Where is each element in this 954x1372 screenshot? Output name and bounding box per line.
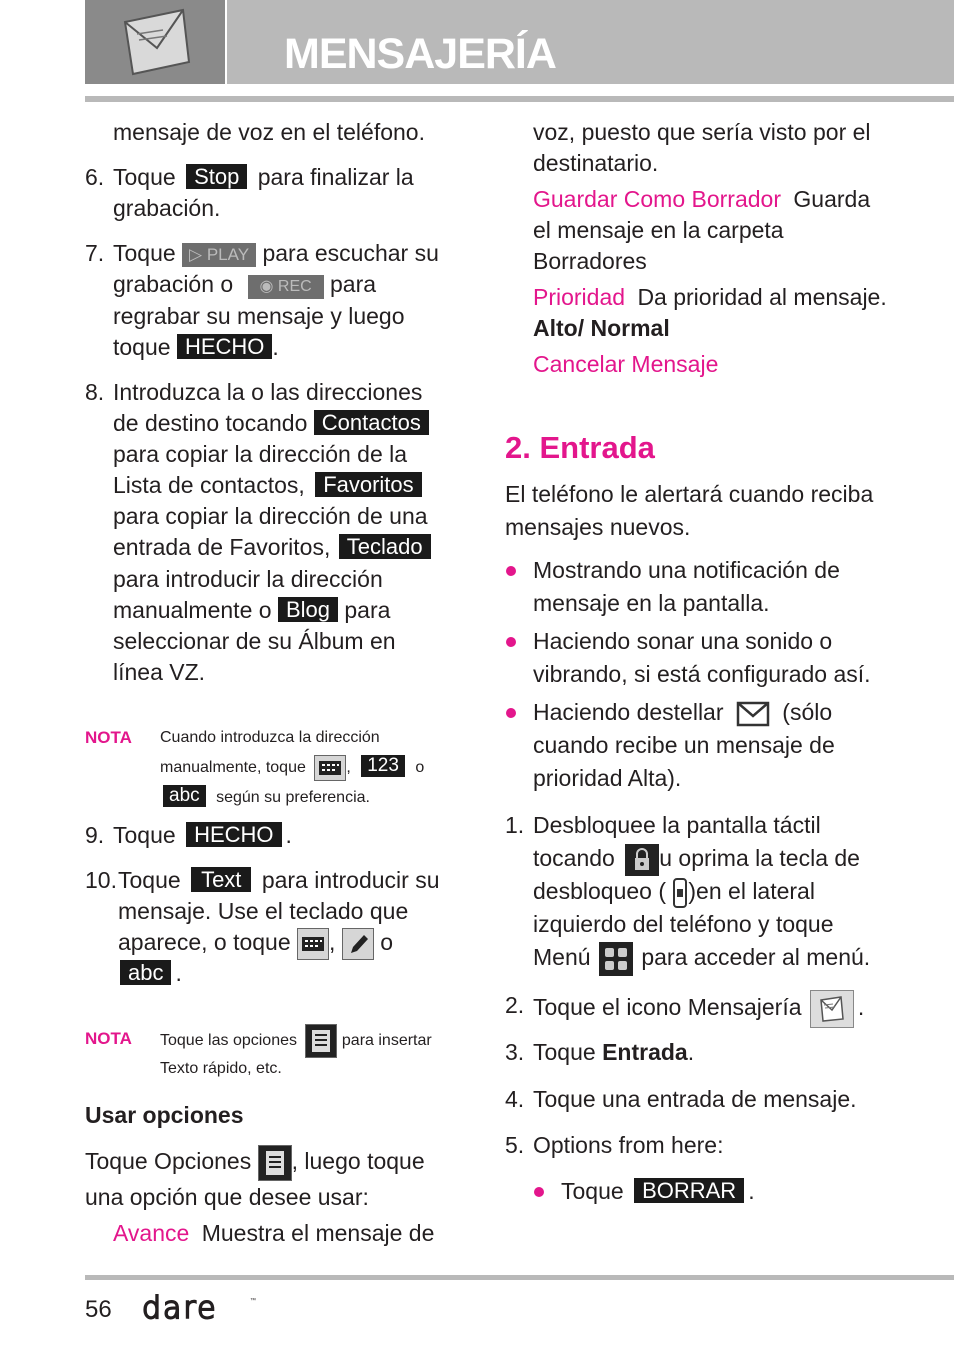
text-line: Mostrando una notificación de	[533, 557, 840, 583]
text-line: Haciendo sonar una sonido o	[533, 628, 833, 654]
bullet	[506, 637, 516, 647]
text: .	[857, 994, 865, 1021]
text-line: regrabar su mensaje y luego	[113, 303, 405, 329]
mail-icon	[736, 700, 770, 728]
text: toque	[113, 334, 171, 360]
step-number: 4.	[505, 1086, 525, 1112]
hecho-button[interactable]: HECHO	[177, 334, 272, 359]
text-line: para copiar la dirección de la	[113, 441, 408, 467]
pencil-icon[interactable]	[342, 928, 374, 960]
text: .	[272, 334, 279, 360]
text-line: mensaje. Use el teclado que	[118, 898, 409, 924]
blog-button[interactable]: Blog	[278, 597, 338, 622]
text: para	[329, 271, 377, 297]
section-heading: 2. Entrada	[505, 430, 655, 465]
text: u oprima la tecla de	[659, 845, 860, 871]
brand-text: dare	[142, 1294, 218, 1324]
text-line: Desbloquee la pantalla táctil	[533, 812, 821, 838]
text: grabación o	[113, 271, 234, 297]
play-label: PLAY	[206, 245, 250, 264]
text: Da prioridad al mensaje.	[637, 284, 887, 310]
text: para insertar	[341, 1032, 432, 1050]
text-line: El teléfono le alertará cuando reciba	[505, 481, 874, 507]
envelope-icon	[85, 0, 225, 84]
r-step-1-line3	[533, 876, 815, 909]
r-step-1-line2	[533, 843, 860, 876]
text: .	[175, 960, 182, 986]
text-line: grabación.	[113, 195, 221, 221]
prioridad-line	[533, 282, 887, 313]
prioridad-option[interactable]: Prioridad	[533, 284, 626, 310]
text-line: izquierdo del teléfono y toque	[533, 911, 834, 937]
text: )en el lateral	[688, 878, 815, 904]
bullet	[534, 1187, 544, 1197]
step-6	[113, 162, 414, 193]
step-10-line3	[118, 927, 393, 960]
header-icon-box	[85, 0, 225, 84]
rec-label: REC	[277, 278, 312, 295]
text-line: Borradores	[533, 248, 647, 274]
text: Guarda	[793, 186, 871, 212]
text-line: el mensaje en la carpeta	[533, 217, 784, 243]
favoritos-button[interactable]: Favoritos	[315, 472, 421, 497]
note-line: Texto rápido, etc.	[160, 1060, 282, 1077]
step-8-line4	[113, 470, 422, 501]
text: Toque Opciones	[85, 1148, 252, 1175]
svg-text:™: ™	[250, 1298, 256, 1304]
step-number: 8.	[85, 379, 105, 405]
text-line: Alto/ Normal	[533, 315, 670, 341]
123-button[interactable]: 123	[361, 755, 405, 777]
step-number: 7.	[85, 240, 105, 266]
rec-button[interactable]: ◉ REC	[248, 275, 324, 299]
step-number: 6.	[85, 164, 105, 190]
text: o	[380, 929, 393, 955]
options-icon[interactable]	[258, 1145, 292, 1181]
usar-line1	[85, 1145, 425, 1181]
nota-label: NOTA	[85, 728, 132, 747]
header-rule	[85, 96, 954, 102]
messaging-icon[interactable]	[810, 990, 854, 1028]
text: Toque	[561, 1178, 624, 1204]
teclado-button[interactable]: Teclado	[339, 534, 431, 559]
step-number: 2.	[505, 992, 525, 1018]
lock-icon[interactable]	[625, 844, 659, 876]
page-number: 56	[85, 1296, 112, 1323]
page-title: MENSAJERÍA	[284, 30, 556, 78]
text: Toque	[113, 164, 176, 190]
footer-rule	[85, 1275, 954, 1280]
keypad-icon[interactable]	[297, 928, 329, 960]
step-number: 1.	[505, 812, 525, 838]
step-7-line2	[113, 269, 376, 300]
step-8-line6	[113, 532, 431, 563]
text-line: mensaje en la pantalla.	[533, 590, 770, 616]
text: según su preferencia.	[216, 789, 370, 806]
bullet	[506, 708, 516, 718]
note-line	[160, 1024, 432, 1058]
stop-button[interactable]: Stop	[186, 164, 247, 189]
text: para escuchar su	[262, 240, 439, 266]
text-line: destinatario.	[533, 150, 659, 176]
text-line: cuando recibe un mensaje de	[533, 732, 835, 758]
text: Toque el icono Mensajería	[533, 994, 802, 1021]
step-number: 3.	[505, 1039, 525, 1065]
step-7-line4	[113, 332, 279, 363]
r-step-3	[533, 1037, 694, 1068]
text: para	[344, 597, 391, 623]
bullet-3-line1	[533, 697, 832, 728]
text: aparece, o toque	[118, 929, 291, 955]
nota-label: NOTA	[85, 1029, 132, 1048]
text: Toque	[113, 240, 176, 266]
text-line: voz, puesto que sería visto por el	[533, 119, 871, 145]
text-line: Toque una entrada de mensaje.	[533, 1086, 857, 1112]
options-icon[interactable]	[305, 1024, 337, 1058]
unlock-key-icon[interactable]	[672, 877, 688, 909]
text: .	[687, 1039, 695, 1065]
text: , luego toque	[291, 1148, 425, 1175]
play-button[interactable]: ▷ PLAY	[182, 243, 256, 267]
text-line: para copiar la dirección de una	[113, 503, 428, 529]
abc-button[interactable]: abc	[163, 785, 206, 807]
text: manualmente, toque	[160, 759, 306, 776]
note-line	[160, 753, 424, 783]
text: Entrada	[602, 1039, 688, 1065]
keypad-icon[interactable]	[314, 755, 346, 781]
step-number: 9.	[85, 822, 105, 848]
step-number: 5.	[505, 1132, 525, 1158]
note-line: Cuando introduzca la dirección	[160, 729, 380, 746]
step-7	[113, 238, 439, 269]
text: Muestra el mensaje de	[201, 1220, 435, 1246]
text-line: prioridad Alta).	[533, 765, 682, 791]
text: Toque las opciones	[160, 1032, 297, 1050]
text: para acceder al menú.	[641, 944, 871, 971]
step-10-line4	[120, 958, 182, 989]
text-line: Options from here:	[533, 1132, 724, 1158]
text-line: una opción que desee usar:	[85, 1184, 369, 1210]
guardar-line	[533, 184, 870, 215]
text-button[interactable]: Text	[191, 867, 251, 892]
step-8-line8	[113, 595, 390, 626]
step-9	[113, 820, 292, 851]
text-line: vibrando, si está configurado así.	[533, 661, 871, 687]
note-line	[163, 783, 370, 813]
brand-logo	[142, 1294, 262, 1324]
text: Haciendo destellar	[533, 699, 724, 725]
text-line: Introduzca la o las direcciones	[113, 379, 423, 405]
text: para introducir su	[261, 867, 440, 893]
menu-icon[interactable]	[599, 942, 633, 976]
text: Toque	[533, 1039, 596, 1065]
text: manualmente o	[113, 597, 272, 623]
text-line: seleccionar de su Álbum en	[113, 628, 396, 654]
text: o	[415, 759, 425, 776]
usar-avance	[113, 1218, 434, 1249]
text: .	[285, 822, 292, 848]
text-line: mensaje de voz en el teléfono.	[113, 119, 425, 145]
contactos-button[interactable]: Contactos	[314, 410, 429, 435]
text: tocando	[533, 845, 615, 871]
hecho-button[interactable]: HECHO	[186, 822, 281, 847]
bullet	[506, 566, 516, 576]
text: (sólo	[782, 699, 833, 725]
step-10	[118, 865, 440, 896]
step-8-line2	[113, 408, 429, 439]
text: entrada de Favoritos,	[113, 534, 331, 560]
text: .	[748, 1178, 755, 1204]
cancelar-option[interactable]: Cancelar Mensaje	[533, 351, 719, 377]
r-step-1-line5	[533, 942, 870, 976]
step-number: 10.	[85, 867, 117, 893]
text-line: mensajes nuevos.	[505, 514, 691, 540]
guardar-option[interactable]: Guardar Como Borrador	[533, 186, 781, 212]
borrar-button[interactable]: BORRAR	[634, 1178, 744, 1203]
text: Menú	[533, 944, 591, 971]
text: de destino tocando	[113, 410, 308, 436]
r-step-2	[533, 990, 864, 1028]
text: ,	[329, 929, 336, 955]
text: ,	[346, 759, 351, 776]
text: Lista de contactos,	[113, 472, 305, 498]
text: Toque	[113, 822, 176, 848]
r-sub-bullet	[561, 1176, 755, 1207]
text: Toque	[118, 867, 181, 893]
text: para finalizar la	[257, 164, 414, 190]
text: desbloqueo (	[533, 878, 666, 904]
text-line: para introducir la dirección	[113, 566, 383, 592]
avance-option[interactable]: Avance	[113, 1220, 190, 1246]
section-heading: Usar opciones	[85, 1102, 244, 1128]
text-line: línea VZ.	[113, 659, 206, 685]
abc-button[interactable]: abc	[120, 960, 171, 985]
